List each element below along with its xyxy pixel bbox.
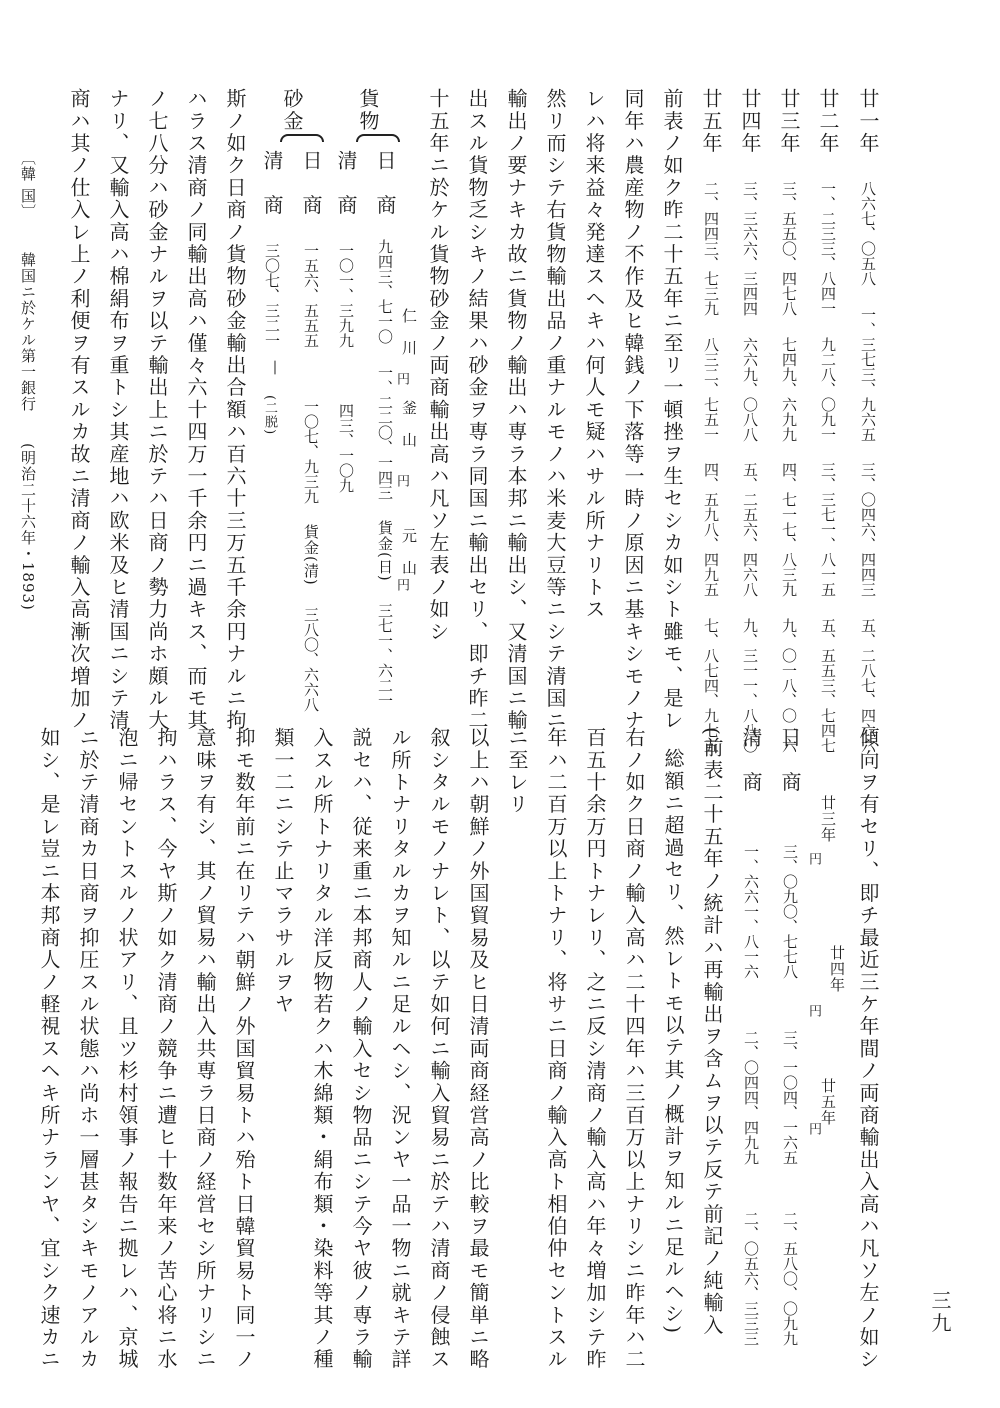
row-value: 一、三七三、九六五 — [859, 306, 877, 442]
table-row — [336, 150, 356, 493]
footer-tag: 〔韓 国〕 — [19, 150, 37, 220]
row-value: 五、五五三、七四七 — [819, 617, 837, 753]
footer-header — [20, 150, 35, 611]
text-line: (前表二十五年ノ統計ハ再輸出ヲ含ムヲ以テ反テ前記ノ純輸入 — [700, 727, 724, 1337]
text-line: ニ至レリ — [505, 727, 529, 816]
row-label: 清 商 — [739, 727, 763, 794]
row-value: 一、二三三、八四一 — [819, 181, 837, 317]
annotation: (二脱) — [262, 395, 277, 436]
row-value: 七四九、六九九 — [780, 336, 798, 442]
text-line: 斯ノ如ク日商ノ貨物砂金輸出合額ハ百六十三万五千余円ナルニ拘 — [223, 88, 247, 732]
row-label: 清 商 — [260, 150, 284, 217]
table-row — [858, 88, 878, 753]
row-year: 廿四年 — [738, 88, 762, 155]
text-line: 如シ、是レ豈ニ本邦商人ノ軽視スヘキ所ナランヤ、宜シク速カニ — [37, 727, 61, 1371]
unit-label: 円 — [806, 1122, 821, 1136]
row-value: 三七一、六二一 — [376, 602, 394, 708]
row-value: 九、三一一、八八〇 — [741, 617, 759, 753]
gold-label: 砂金 — [280, 88, 304, 133]
row-value: 九、〇一八、〇一六 — [780, 617, 798, 753]
text-line: ノ七八分ハ砂金ナルヲ以テ輸出上ニ於テハ日商ノ勢力尚ホ頗ル大 — [145, 88, 169, 732]
row-year: 廿三年 — [777, 88, 801, 155]
row-value: 三、三七一、八一五 — [819, 462, 837, 598]
page-number: 三九 — [928, 1290, 952, 1335]
text-line: 右ノ如ク日商ノ輸入高ハ二十四年ハ三百万以上ナリシニ昨年ハ二 — [622, 727, 646, 1371]
table-row — [701, 88, 721, 753]
table-row — [740, 88, 760, 753]
text-line: 抑モ数年前ニ在リテハ朝鮮ノ外国貿易トハ殆ト日韓貿易ト同一ノ — [232, 727, 256, 1371]
row-value: 三、三六六、三四四 — [741, 181, 759, 317]
text-line: 入スル所トナリタル洋反物若クハ木綿類・絹布類・染料等其ノ種 — [310, 727, 334, 1371]
text-line: 以上ハ朝鮮ノ外国貿易及ヒ日清両商経営高ノ比較ヲ最モ簡単ニ略 — [466, 727, 490, 1371]
table-row — [779, 88, 799, 753]
port-header: 釜 山 — [400, 400, 418, 448]
row-value: 二、四四三、七三九 — [702, 181, 720, 317]
table-row — [741, 727, 761, 1346]
row-value: 四、五九八、四九五 — [702, 462, 720, 598]
text-line: 傾向ヲ有セリ、即チ最近三ケ年間ノ両商輸出入高ハ凡ソ左ノ如シ — [856, 727, 880, 1371]
unit-label: 円 — [394, 578, 409, 592]
text-line: 説セハ、従来重ニ本邦商人ノ輸入セシ物品ニシテ今ヤ彼ノ専ラ輸 — [349, 727, 373, 1371]
row-value: 四、七一七、八三九 — [780, 462, 798, 598]
row-value: 三、〇四六、四四三 — [859, 462, 877, 598]
text-line: 百五十余万円トナレリ、之ニ反シ清商ノ輸入高ハ年々増加シテ昨 — [583, 727, 607, 1371]
text-line: 意味ヲ有シ、其ノ貿易ハ輸出入共専ラ日商ノ経営セシ所ナリシニ — [193, 727, 217, 1371]
row-value: 四三、一〇九 — [337, 402, 355, 493]
unit-label: 円 — [806, 852, 821, 866]
row-value: 八三二、七五一 — [702, 336, 720, 442]
row-value: 五、二八七、四六六 — [859, 617, 877, 753]
row-value: 一、二二〇、一四三 — [376, 364, 394, 500]
row-label: 日 商 — [299, 150, 323, 217]
year-header: 廿三年 — [819, 795, 837, 843]
row-value: 七、八七四、九七五 — [702, 617, 720, 753]
text-line: 泡ニ帰セントスルノ状アリ、且ツ杉村領事ノ報告ニ拠レハ、京城 — [115, 727, 139, 1371]
goods-label: 貨物 — [356, 88, 380, 133]
table-row — [818, 88, 838, 753]
text-line: 輸出ノ要ナキカ故ニ貨物ノ輸出ハ専ラ本邦ニ輸出シ、又清国ニ輸 — [504, 88, 528, 732]
text-line: 類一二ニシテ止マラサルヲヤ — [271, 727, 295, 1016]
row-label: 清 商 — [334, 150, 358, 217]
text-line: 前表ノ如ク昨二十五年ニ至リ一頓挫ヲ生セシカ如シト雖モ、是レ — [660, 88, 684, 732]
text-line: 商ハ其ノ仕入レ上ノ利便ヲ有スルカ故ニ清商ノ輸入高漸次増加ノ — [67, 88, 91, 732]
text-line: 拘ハラス、今ヤ斯ノ如ク清商ノ競争ニ遭ヒ十数年来ノ苦心将ニ水 — [154, 727, 178, 1371]
text-line: ハラス清商ノ同輸出高ハ僅々六十四万一千余円ニ過キス、而モ其 — [184, 88, 208, 732]
row-value: 一〇一、三九九 — [337, 243, 355, 349]
row-year: 廿五年 — [699, 88, 723, 155]
row-value: 三、五五〇、四七八 — [780, 181, 798, 317]
row-value: 二、〇四四、四九九 — [742, 1029, 760, 1165]
goods-brace — [356, 134, 400, 142]
row-label: 日 商 — [778, 727, 802, 794]
row-value: 九四三、七一〇 — [376, 239, 394, 345]
year-header: 廿四年 — [828, 945, 846, 993]
row-year: 廿一年 — [856, 88, 880, 155]
text-line: ル所トナリタルカヲ知ルニ足ルヘシ、況ンヤ一品一物ニ就キテ詳 — [388, 727, 412, 1371]
table-row — [301, 150, 321, 712]
footer-era: (明治二十六年・1893) — [19, 443, 37, 612]
row-value: 三、〇九〇、七七八 — [781, 844, 799, 980]
text-line: 然リ而シテ右貨物輸出品ノ重ナルモノハ米麦大豆等ニシテ清国ニ — [543, 88, 567, 732]
row-note: 貨金(清) — [302, 524, 320, 587]
port-header: 仁 川 — [400, 308, 418, 356]
year-header: 廿五年 — [819, 1078, 837, 1126]
text-line: ナリ、又輸入高ハ棉絹布ヲ重トシ其産地ハ欧米及ヒ清国ニシテ清 — [106, 88, 130, 732]
row-value: 三〇七、三二一 — [263, 243, 281, 349]
port-header: 元 山 — [400, 528, 418, 576]
row-value: 二、五八〇、〇九九 — [781, 1211, 799, 1347]
unit-label: 円 — [394, 474, 409, 488]
text-line: 年ハ二百万以上トナリ、将サニ日商ノ輸入高ト相伯仲セントスル — [544, 727, 568, 1371]
row-value: 八六七、〇五八 — [859, 181, 877, 287]
row-year: 廿二年 — [816, 88, 840, 155]
table-row — [375, 150, 395, 708]
text-line: 十五年ニ於ケル貨物砂金ノ両商輸出高ハ凡ソ左表ノ如シ — [426, 88, 450, 643]
dash-value: — — [267, 360, 285, 376]
row-label: 日 商 — [373, 150, 397, 217]
gold-brace — [280, 134, 324, 142]
row-value: 六六九、〇八八 — [741, 336, 759, 442]
table-row — [262, 150, 282, 348]
row-value: 一、六六一、八一六 — [742, 844, 760, 980]
text-line: 出スル貨物乏シキノ結果ハ砂金ヲ専ラ同国ニ輸出セリ、即チ昨二 — [465, 88, 489, 732]
text-line: ニ於テ清商カ日商ヲ抑圧スル状態ハ尚ホ一層甚タシキモノアルカ — [76, 727, 100, 1371]
text-line: 総額ニ超過セリ、然レトモ以テ其ノ概計ヲ知ルニ足ルヘシ) — [661, 748, 685, 1336]
row-value: 一五六、五五五 — [302, 243, 320, 349]
table-row — [780, 727, 800, 1346]
row-value: 五、二五六、四六八 — [741, 462, 759, 598]
text-line: レハ将来益々発達スヘキハ何人モ疑ハサル所ナリトス — [582, 88, 606, 621]
unit-label: 円 — [806, 1004, 821, 1018]
row-value: 一〇七、九三九 — [302, 398, 320, 504]
footer-title: 韓国ニ於ケル第一銀行 — [19, 251, 37, 412]
text-line: 叙シタルモノナレト、以テ如何ニ輸入貿易ニ於テハ清商ノ侵蝕ス — [427, 727, 451, 1371]
text-line: 同年ハ農産物ノ不作及ヒ韓銭ノ下落等一時ノ原因ニ基キシモノナ — [621, 88, 645, 732]
row-value: 三、一〇四、一六五 — [781, 1029, 799, 1165]
row-value: 二、〇五六、三三三 — [742, 1211, 760, 1347]
row-note: 貨金(日) — [376, 520, 394, 583]
row-value: 九二八、〇九一 — [819, 336, 837, 442]
unit-label: 円 — [394, 372, 409, 386]
row-value: 三八〇、六六八 — [302, 606, 320, 712]
